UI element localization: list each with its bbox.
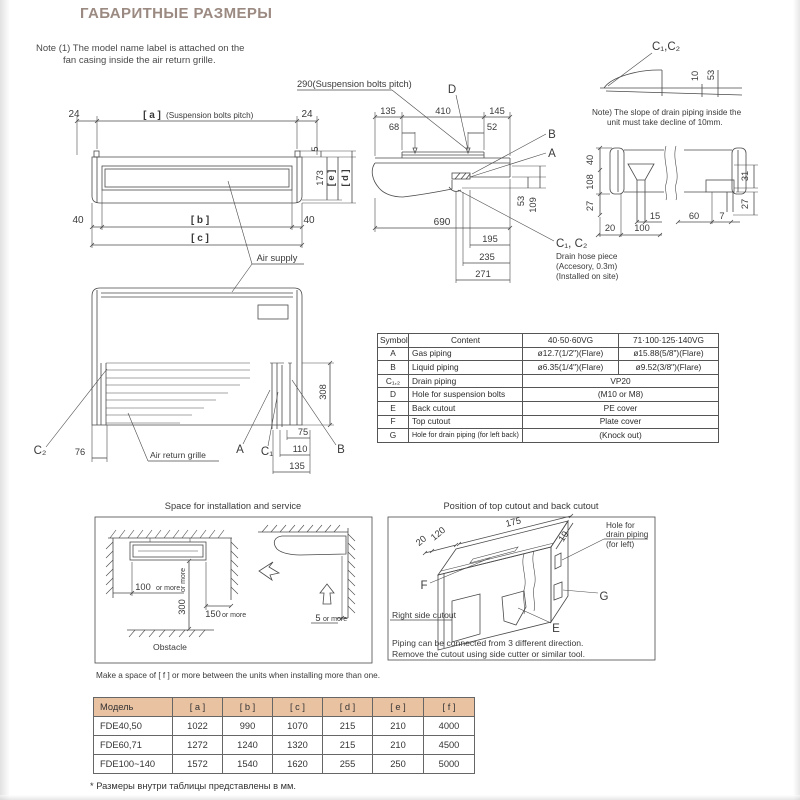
drain-note-1: Drain hose piece	[556, 252, 618, 261]
dim-109: 109	[528, 197, 538, 213]
table-row: F Top cutout Plate cover	[378, 415, 719, 429]
dim-7: 7	[719, 211, 725, 221]
col-c: [ c ]	[273, 698, 323, 717]
cutout-caption: Position of top cutout and back cutout	[443, 501, 599, 511]
dim-150: 150	[205, 609, 221, 619]
dim-52: 52	[486, 122, 498, 132]
obstacle-label: Obstacle	[153, 642, 187, 652]
note-1-line1: Note (1) The model name label is attached on the	[36, 43, 245, 54]
col-40-50-60: 40·50·60VG	[523, 334, 619, 348]
dim-c: [ c ]	[191, 233, 209, 244]
right-side-cutout-label: Right side cutout	[392, 610, 457, 620]
table-footnote: * Размеры внутри таблицы представлены в мм.	[90, 781, 296, 791]
dim-68: 68	[388, 122, 400, 132]
up-arrow-icon	[320, 584, 334, 604]
dim-40-right: 40	[303, 215, 315, 226]
dim-20: 20	[604, 223, 616, 233]
a-label: A	[548, 148, 556, 160]
table-row: E Back cutout PE cover	[378, 401, 719, 415]
dim-10: 10	[690, 70, 700, 82]
table-row: D Hole for suspension bolts (M10 or M8)	[378, 388, 719, 402]
dim-690: 690	[433, 217, 451, 228]
control-box	[258, 305, 288, 319]
dim-308: 308	[318, 384, 328, 400]
suspension-bolt	[295, 151, 300, 157]
table-row: C₁,₂ Drain piping VP20	[378, 374, 719, 388]
symbol-table-header-row	[378, 334, 719, 348]
dim-15: 15	[649, 211, 661, 221]
f-label: F	[420, 580, 428, 592]
dim-110: 110	[292, 444, 308, 454]
dim-d: [ d ]	[340, 169, 350, 187]
c1-label: C₁	[260, 446, 274, 458]
air-return-grille-label: Air return grille	[150, 450, 206, 460]
cutout-panel	[388, 501, 655, 660]
dim-a-note: (Suspension bolts pitch)	[166, 111, 254, 120]
slope-note-2: unit must take decline of 10mm.	[607, 118, 723, 127]
g-label: G	[599, 591, 609, 603]
dim-40-left: 40	[72, 215, 84, 226]
dim-145: 145	[489, 106, 505, 116]
c1c2-label: C₁, C₂	[556, 238, 588, 250]
air-supply-label: Air supply	[256, 253, 298, 263]
table-row: A Gas piping ø12.7(1/2")(Flare) ø15.88(5/8")(Flare)	[378, 347, 719, 361]
dim-271: 271	[475, 269, 491, 279]
dim-31: 31	[740, 170, 750, 182]
dim-120: 120	[428, 524, 448, 543]
dim-53: 53	[706, 69, 716, 81]
dim-24-left: 24	[68, 109, 80, 120]
dim-e: [ e ]	[326, 169, 336, 187]
c1c2-label: C₁,C₂	[652, 41, 681, 53]
col-symbol: Symbol	[378, 334, 409, 348]
dim-a: [ a ]	[143, 110, 161, 121]
hole-label-3: (for left)	[606, 540, 635, 549]
dim-135: 135	[380, 106, 396, 116]
dim-60: 60	[688, 211, 700, 221]
suspension-bolt	[94, 151, 99, 157]
unit-outline	[92, 157, 302, 203]
table-row: FDE100~140 1572 1540 1620 255 250 5000	[94, 755, 475, 774]
dim-100: 100	[634, 223, 650, 233]
spacing-note: Make a space of [ f ] or more between the units when installing more than one.	[96, 671, 380, 680]
table-row: B Liquid piping ø6.35(1/4")(Flare) ø9.52(3/8")(Flare)	[378, 361, 719, 375]
front-view-bottom-drawing	[34, 288, 346, 474]
dim-27-right: 27	[740, 198, 750, 210]
dim-173: 173	[315, 170, 325, 186]
d-label: D	[447, 84, 457, 96]
unit-outline	[92, 288, 302, 425]
hole-label-2: drain piping	[606, 530, 649, 539]
dim-27-left: 27	[585, 200, 595, 212]
table-row: FDE40,50 1022 990 1070 215 210 4000	[94, 717, 475, 736]
dim-108: 108	[585, 174, 595, 190]
table-row: G Hole for drain piping (for left back) (Knock out)	[378, 429, 719, 443]
dim-75: 75	[297, 427, 309, 437]
a-label: A	[236, 444, 244, 456]
col-d: [ d ]	[323, 698, 373, 717]
c2-label: C₂	[33, 445, 47, 457]
page-title: ГАБАРИТНЫЕ РАЗМЕРЫ	[80, 5, 273, 22]
dim-195: 195	[482, 234, 498, 244]
slope-note-1: Note) The slope of drain piping inside the	[592, 108, 742, 117]
col-e: [ e ]	[373, 698, 424, 717]
note-1-line2: fan casing inside the air return grille.	[63, 55, 216, 66]
drain-slope-drawing	[592, 41, 742, 127]
or-more: or more	[180, 567, 187, 593]
dim-40: 40	[585, 154, 595, 166]
dim-5: 5	[310, 146, 320, 152]
or-more: or more	[156, 585, 181, 592]
or-more: or more	[222, 612, 247, 619]
dim-100: 100	[135, 582, 151, 592]
dim-20: 20	[413, 533, 429, 548]
model-table	[93, 697, 475, 774]
pitch-290-label: 290(Suspension bolts pitch)	[297, 79, 412, 89]
install-panel	[95, 501, 372, 663]
dim-175: 175	[504, 515, 523, 529]
piping-note-1: Piping can be connected from 3 different direction.	[392, 638, 584, 648]
drain-note-2: (Accesory, 0.3m)	[556, 262, 618, 271]
front-view-top-drawing	[68, 109, 356, 292]
piping-note-2: Remove the cutout using side cutter or similar tool.	[392, 649, 585, 659]
b-label: B	[548, 129, 556, 141]
b-label: B	[337, 444, 345, 456]
dim-410: 410	[435, 106, 451, 116]
air-supply-slot	[102, 166, 292, 190]
drain-note-3: (Installed on site)	[556, 272, 619, 281]
dim-135: 135	[289, 461, 305, 471]
dim-5: 5	[315, 613, 321, 623]
col-b: [ b ]	[223, 698, 273, 717]
col-71-140: 71·100·125·140VG	[619, 334, 719, 348]
col-a: [ a ]	[173, 698, 223, 717]
dim-b: [ b ]	[190, 215, 210, 226]
model-table-header-row	[94, 698, 475, 717]
install-caption: Space for installation and service	[164, 501, 302, 511]
dim-53: 53	[516, 195, 526, 207]
dim-24-right: 24	[301, 109, 313, 120]
left-arrow-icon	[259, 562, 279, 580]
table-row: FDE60,71 1272 1240 1320 215 210 4500	[94, 736, 475, 755]
dim-19: 19	[556, 529, 571, 544]
col-model: Модель	[94, 698, 173, 717]
dim-300: 300	[177, 599, 187, 615]
col-f: [ f ]	[424, 698, 475, 717]
e-label: E	[552, 623, 560, 635]
col-content: Content	[409, 334, 523, 348]
hole-label-1: Hole for	[606, 521, 635, 530]
dim-235: 235	[479, 252, 495, 262]
or-more: or more	[323, 616, 348, 623]
dim-76: 76	[74, 447, 86, 457]
symbol-table	[377, 333, 719, 443]
bottom-detail-drawing	[585, 146, 758, 237]
